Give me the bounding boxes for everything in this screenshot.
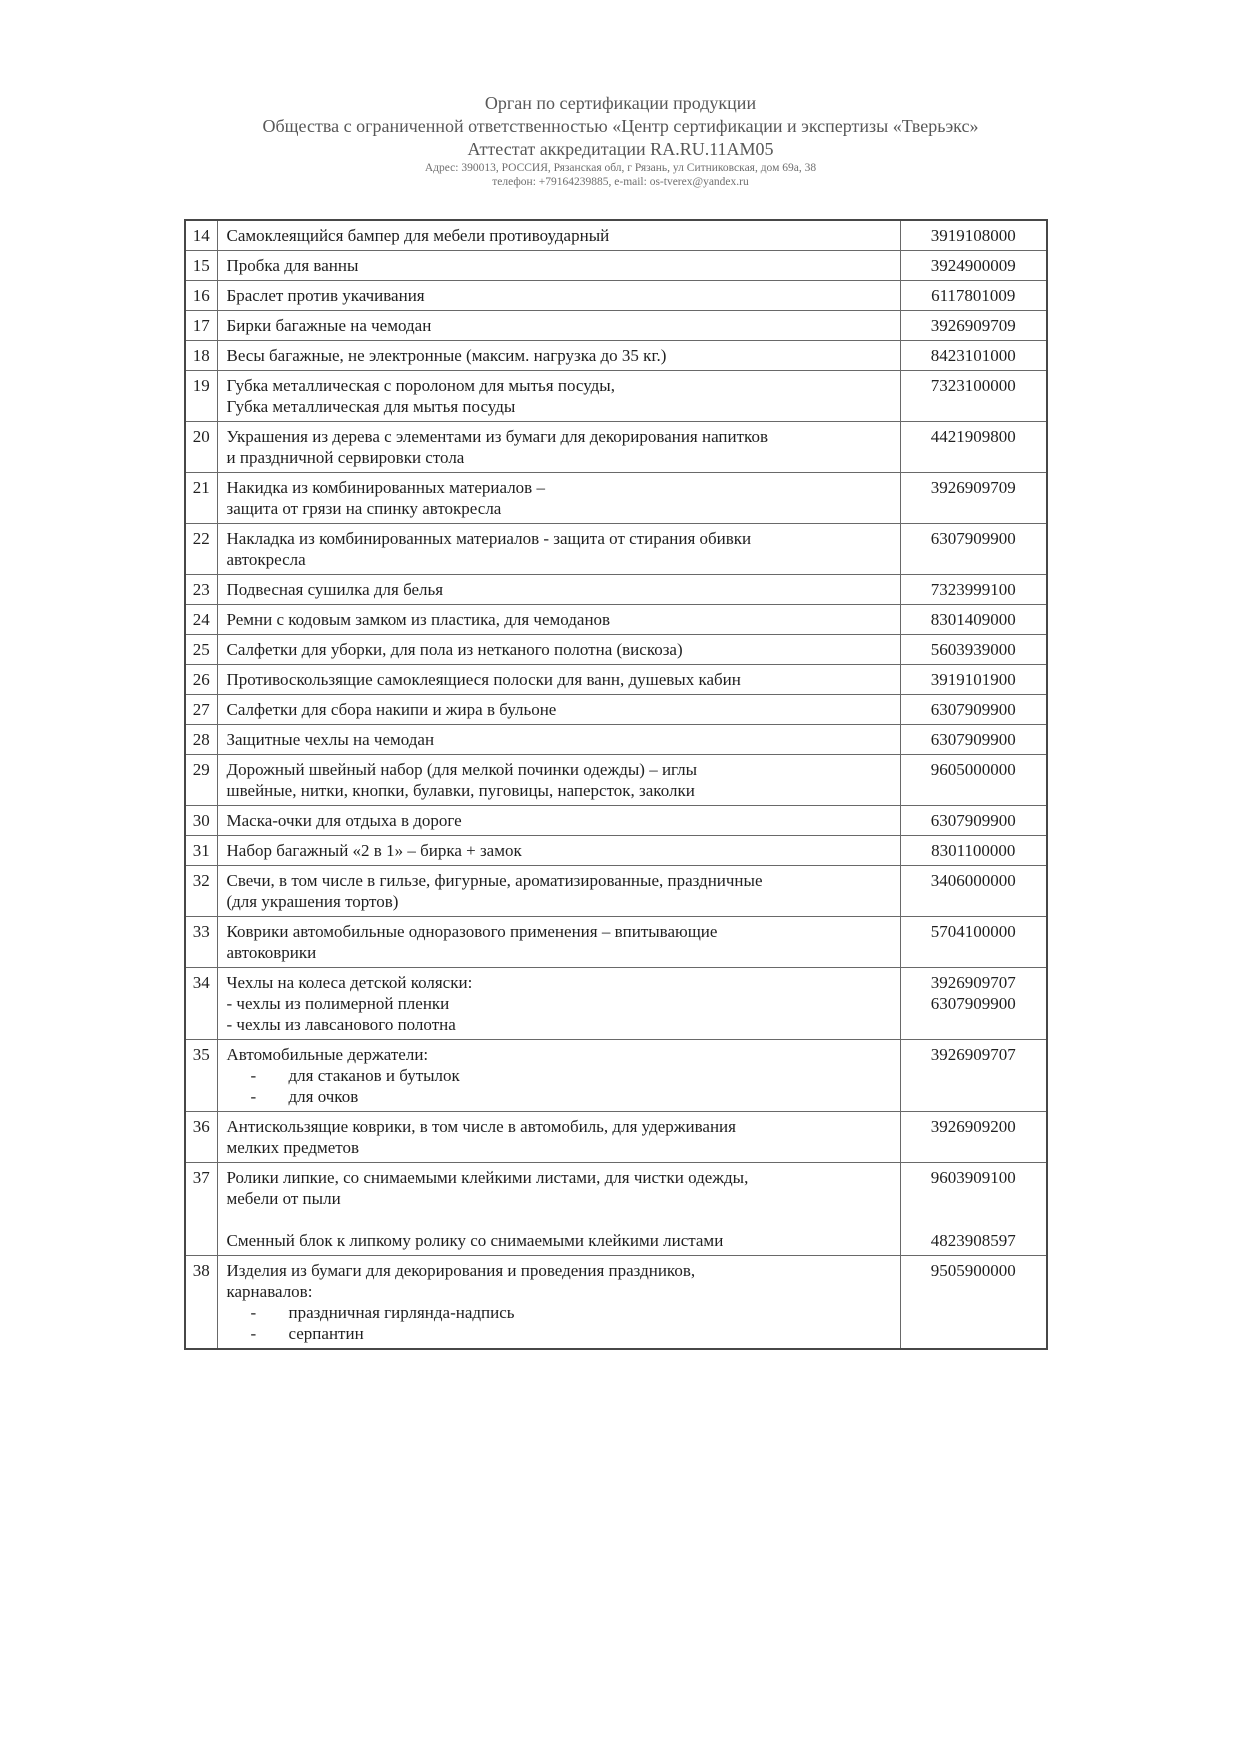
row-number-cell: 30 [185, 806, 217, 836]
description-line: Подвесная сушилка для белья [226, 580, 444, 599]
bullet-dash: - [250, 1087, 257, 1106]
description-line: Ролики липкие, со снимаемыми клейкими листами, для чистки одежды, [226, 1168, 749, 1187]
table-row [185, 1163, 1047, 1256]
table-row [185, 281, 1047, 311]
row-code-cell [900, 1256, 1047, 1350]
row-number-cell: 16 [185, 281, 217, 311]
tnved-code: 3924900009 [930, 256, 1016, 275]
table-row [185, 725, 1047, 755]
row-code-cell [900, 1112, 1047, 1163]
row-description-cell [217, 281, 900, 311]
row-code-cell [900, 866, 1047, 917]
code-list [903, 345, 1045, 366]
tnved-code: 8301100000 [931, 841, 1016, 860]
code-list [903, 609, 1045, 630]
row-number-cell: 32 [185, 866, 217, 917]
row-description-cell [217, 968, 900, 1040]
description-line: карнавалов: [226, 1282, 313, 1301]
row-code-cell [900, 371, 1047, 422]
row-number-cell: 15 [185, 251, 217, 281]
row-description-cell [217, 371, 900, 422]
tnved-code: 6307909900 [930, 529, 1016, 548]
row-code-cell [900, 836, 1047, 866]
tnved-code: 3926909707 [930, 1045, 1016, 1064]
code-list [903, 375, 1045, 396]
code-list [903, 1260, 1045, 1281]
row-number-cell: 21 [185, 473, 217, 524]
tnved-code: 5603939000 [930, 640, 1016, 659]
header-org-name: Общества с ограниченной ответственностью «Центр сертификации и экспертизы «Тверьэкс» [262, 116, 979, 136]
row-code-cell [900, 281, 1047, 311]
description-line: защита от грязи на спинку автокресла [226, 499, 502, 518]
row-description-cell [217, 341, 900, 371]
row-number-cell: 37 [185, 1163, 217, 1256]
row-number-cell: 14 [185, 220, 217, 251]
row-number-cell: 22 [185, 524, 217, 575]
row-code-cell [900, 311, 1047, 341]
table-row [185, 806, 1047, 836]
row-number-cell: 35 [185, 1040, 217, 1112]
bullet-text: для стаканов и бутылок [288, 1066, 460, 1085]
description-line: Самоклеящийся бампер для мебели противоударный [226, 226, 610, 245]
row-code-cell [900, 524, 1047, 575]
code-list [903, 528, 1045, 549]
tnved-code: 4421909800 [930, 427, 1016, 446]
code-list [903, 1116, 1045, 1137]
bullet-text: серпантин [288, 1324, 364, 1343]
row-code-cell [900, 251, 1047, 281]
description-line: Пробка для ванны [226, 256, 359, 275]
code-list [903, 639, 1045, 660]
code-list [903, 1044, 1045, 1065]
tnved-code: 6307909900 [930, 730, 1016, 749]
row-code-cell [900, 605, 1047, 635]
tnved-code: 3919101900 [930, 670, 1016, 689]
row-number-cell: 33 [185, 917, 217, 968]
row-description-cell [217, 605, 900, 635]
code-list [903, 840, 1045, 861]
code-list [903, 315, 1045, 336]
description-line: - чехлы из полимерной пленки [226, 994, 450, 1013]
row-code-cell [900, 220, 1047, 251]
products-table-body [185, 220, 1047, 1349]
code-list [903, 579, 1045, 600]
row-code-cell [900, 755, 1047, 806]
row-description-cell [217, 725, 900, 755]
description-line [227, 1086, 891, 1107]
tnved-code: 3406000000 [930, 871, 1016, 890]
description-line: швейные, нитки, кнопки, булавки, пуговицы, наперсток, заколки [226, 781, 695, 800]
description-line: Сменный блок к липкому ролику со снимаемыми клейкими листами [226, 1231, 724, 1250]
description-line [227, 1323, 891, 1344]
table-row [185, 1256, 1047, 1350]
row-description-cell [217, 473, 900, 524]
tnved-code: 4823908597 [930, 1231, 1016, 1250]
row-code-cell [900, 422, 1047, 473]
bullet-text: для очков [288, 1087, 359, 1106]
description-line: Накладка из комбинированных материалов - защита от стирания обивки [226, 529, 752, 548]
row-number-cell: 26 [185, 665, 217, 695]
products-table [184, 219, 1048, 1350]
code-list [903, 699, 1045, 720]
description-line: Свечи, в том числе в гильзе, фигурные, ароматизированные, праздничные [226, 871, 763, 890]
row-description-cell [217, 755, 900, 806]
tnved-code: 8423101000 [930, 346, 1016, 365]
table-row [185, 422, 1047, 473]
table-row [185, 695, 1047, 725]
row-code-cell [900, 1040, 1047, 1112]
row-description-cell [217, 836, 900, 866]
row-number-cell: 25 [185, 635, 217, 665]
table-row [185, 665, 1047, 695]
row-description-cell [217, 1256, 900, 1350]
row-code-cell [900, 725, 1047, 755]
description-line: автокресла [226, 550, 306, 569]
row-description-cell [217, 806, 900, 836]
row-number-cell: 18 [185, 341, 217, 371]
row-code-cell [900, 806, 1047, 836]
row-number-cell: 36 [185, 1112, 217, 1163]
code-list [903, 972, 1045, 1014]
description-line: Ремни с кодовым замком из пластика, для чемоданов [226, 610, 611, 629]
description-line: Противоскользящие самоклеящиеся полоски для ванн, душевых кабин [226, 670, 741, 689]
description-line: мебели от пыли [226, 1189, 341, 1208]
description-line: (для украшения тортов) [226, 892, 399, 911]
tnved-code: 9505900000 [930, 1261, 1016, 1280]
row-code-cell [900, 968, 1047, 1040]
table-row [185, 371, 1047, 422]
bullet-dash: - [250, 1303, 257, 1322]
row-code-cell [900, 695, 1047, 725]
row-number-cell: 38 [185, 1256, 217, 1350]
row-number-cell: 24 [185, 605, 217, 635]
row-description-cell [217, 311, 900, 341]
certification-body-header [0, 0, 1241, 189]
description-line: мелких предметов [226, 1138, 359, 1157]
description-line: Губка металлическая для мытья посуды [226, 397, 516, 416]
tnved-code: 9603909100 [930, 1168, 1016, 1187]
code-list [903, 225, 1045, 246]
code-list [903, 426, 1045, 447]
header-address: Адрес: 390013, РОССИЯ, Рязанская обл, г Рязань, ул Ситниковская, дом 69а, 38 [424, 162, 817, 174]
row-number-cell: 34 [185, 968, 217, 1040]
table-row [185, 524, 1047, 575]
row-number-cell: 19 [185, 371, 217, 422]
row-description-cell [217, 665, 900, 695]
description-line: Чехлы на колеса детской коляски: [226, 973, 473, 992]
description-line: Украшения из дерева с элементами из бумаги для декорирования напитков [226, 427, 768, 446]
row-description-cell [217, 220, 900, 251]
description-line: Накидка из комбинированных материалов – [226, 478, 545, 497]
table-row [185, 1112, 1047, 1163]
header-org-type: Орган по сертификации продукции [484, 93, 757, 113]
description-line: Изделия из бумаги для декорирования и проведения праздников, [226, 1261, 696, 1280]
table-row [185, 917, 1047, 968]
table-row [185, 755, 1047, 806]
bullet-text: праздничная гирлянда-надпись [288, 1303, 515, 1322]
description-line [227, 1209, 891, 1230]
row-number-cell: 29 [185, 755, 217, 806]
row-description-cell [217, 917, 900, 968]
tnved-code: 3926909709 [930, 316, 1016, 335]
description-line: Браслет против укачивания [226, 286, 425, 305]
row-description-cell [217, 575, 900, 605]
description-line: Салфетки для сбора накипи и жира в бульоне [226, 700, 557, 719]
description-line: Дорожный швейный набор (для мелкой починки одежды) – иглы [226, 760, 698, 779]
row-description-cell [217, 695, 900, 725]
row-number-cell: 17 [185, 311, 217, 341]
row-code-cell [900, 1163, 1047, 1256]
tnved-code: 5704100000 [930, 922, 1016, 941]
description-line: Губка металлическая с поролоном для мытья посуды, [226, 376, 615, 395]
table-row [185, 341, 1047, 371]
table-row [185, 968, 1047, 1040]
row-code-cell [900, 473, 1047, 524]
row-number-cell: 23 [185, 575, 217, 605]
description-line: Автомобильные держатели: [226, 1045, 429, 1064]
tnved-code: 6117801009 [931, 286, 1016, 305]
tnved-code: 9605000000 [930, 760, 1016, 779]
description-line: Коврики автомобильные одноразового применения – впитывающие [226, 922, 718, 941]
row-description-cell [217, 1112, 900, 1163]
row-description-cell [217, 1163, 900, 1256]
tnved-code: 3926909709 [930, 478, 1016, 497]
description-line: и праздничной сервировки стола [226, 448, 465, 467]
tnved-code: 7323999100 [930, 580, 1016, 599]
table-row [185, 605, 1047, 635]
row-code-cell [900, 575, 1047, 605]
code-list [903, 255, 1045, 276]
row-code-cell [900, 635, 1047, 665]
row-description-cell [217, 866, 900, 917]
code-list [903, 477, 1045, 498]
description-line [227, 1302, 891, 1323]
description-line: Антискользящие коврики, в том числе в автомобиль, для удерживания [226, 1117, 736, 1136]
description-line: Бирки багажные на чемодан [226, 316, 432, 335]
description-line: автоковрики [226, 943, 317, 962]
code-list [903, 669, 1045, 690]
row-description-cell [217, 524, 900, 575]
row-number-cell: 28 [185, 725, 217, 755]
table-row [185, 311, 1047, 341]
tnved-code: 3919108000 [930, 226, 1016, 245]
code-list [903, 729, 1045, 750]
tnved-code: 3926909707 [930, 973, 1016, 992]
tnved-code: 8301409000 [930, 610, 1016, 629]
tnved-code: 6307909900 [930, 994, 1016, 1013]
row-description-cell [217, 422, 900, 473]
row-description-cell [217, 251, 900, 281]
description-line: Защитные чехлы на чемодан [226, 730, 435, 749]
row-number-cell: 27 [185, 695, 217, 725]
header-accreditation: Аттестат аккредитации RA.RU.11АМ05 [467, 139, 774, 159]
tnved-code: 6307909900 [930, 700, 1016, 719]
code-list [903, 759, 1045, 780]
code-list [903, 810, 1045, 831]
row-code-cell [900, 917, 1047, 968]
table-row [185, 1040, 1047, 1112]
table-row [185, 635, 1047, 665]
row-code-cell [900, 665, 1047, 695]
code-list [903, 285, 1045, 306]
tnved-code: 3926909200 [930, 1117, 1016, 1136]
table-row [185, 575, 1047, 605]
row-description-cell [217, 1040, 900, 1112]
description-line: Маска-очки для отдыха в дороге [226, 811, 462, 830]
code-list [901, 1167, 1047, 1251]
table-row [185, 220, 1047, 251]
tnved-code: 6307909900 [930, 811, 1016, 830]
row-code-cell [900, 341, 1047, 371]
row-number-cell: 20 [185, 422, 217, 473]
tnved-code: 7323100000 [930, 376, 1016, 395]
code-list [903, 870, 1045, 891]
bullet-dash: - [250, 1324, 257, 1343]
bullet-dash: - [250, 1066, 257, 1085]
table-row [185, 473, 1047, 524]
description-line [227, 1065, 891, 1086]
table-row [185, 836, 1047, 866]
table-row [185, 251, 1047, 281]
description-line: Салфетки для уборки, для пола из нетканого полотна (вискоза) [226, 640, 683, 659]
table-row [185, 866, 1047, 917]
description-line: Набор багажный «2 в 1» – бирка + замок [226, 841, 522, 860]
description-line: - чехлы из лавсанового полотна [226, 1015, 456, 1034]
row-number-cell: 31 [185, 836, 217, 866]
header-contacts: телефон: +79164239885, e-mail: os-tverex@yandex.ru [492, 176, 749, 188]
row-description-cell [217, 635, 900, 665]
code-list [903, 921, 1045, 942]
description-line: Весы багажные, не электронные (максим. нагрузка до 35 кг.) [226, 346, 667, 365]
